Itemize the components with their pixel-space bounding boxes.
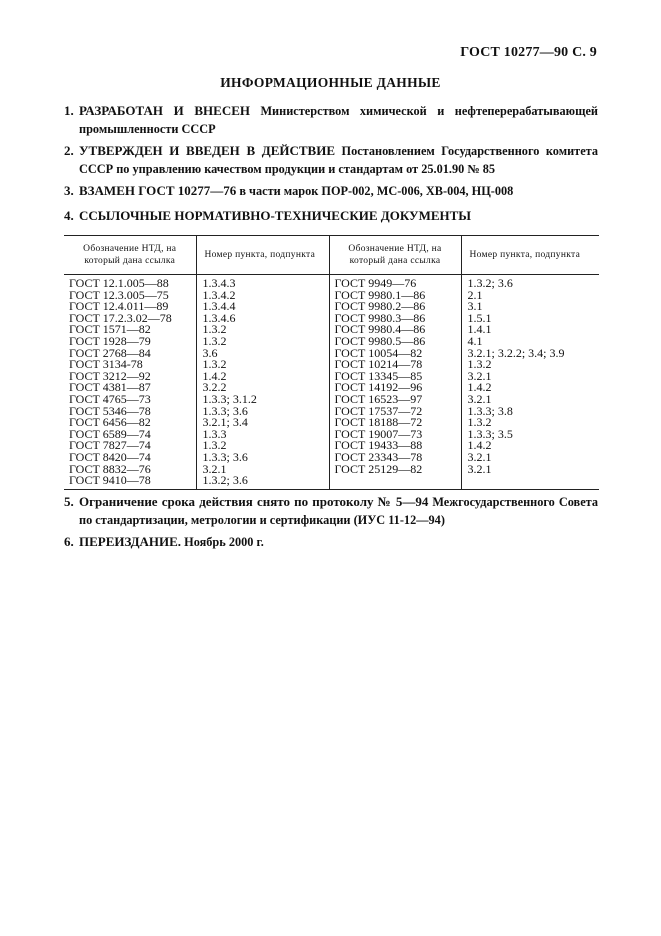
clause-number: 1.3.2; 3.6: [467, 276, 513, 290]
item-text: Межгосударственного Совета по стандартизации, метрологии и сертификации (ИУС 11-12—94): [79, 495, 598, 527]
clause-number: 1.4.2: [467, 438, 492, 453]
clause-number: 3.6: [202, 345, 218, 360]
ntd-designation: ГОСТ 18188—72: [334, 415, 423, 430]
item-lead: ССЫЛОЧНЫЕ НОРМАТИВНО-ТЕХНИЧЕСКИЕ ДОКУМЕНТЫ: [79, 208, 472, 223]
info-item-5: [64, 493, 598, 529]
clause-number: 3.2.1; 3.4: [202, 415, 248, 430]
clause-number: 1.3.2: [467, 357, 492, 372]
ntd-designation: ГОСТ 16523—97: [334, 391, 423, 406]
item-number: 2.: [64, 143, 74, 158]
clause-number: 3.2.1: [467, 449, 492, 464]
info-item-3: [64, 182, 598, 200]
clause-number: 3.2.1: [467, 391, 492, 406]
ntd-designation: ГОСТ 19007—73: [334, 426, 423, 441]
ntd-designation: ГОСТ 9980.5—86: [334, 333, 426, 348]
ntd-designation: ГОСТ 10054—82: [334, 345, 423, 360]
clause-number: 3.2.1: [467, 368, 492, 383]
ntd-designation: ГОСТ 19433—88: [334, 438, 423, 453]
item-number: 1.: [64, 103, 74, 118]
right-doc-column: [329, 275, 461, 490]
ntd-designation: ГОСТ 3134-78: [69, 357, 143, 372]
ntd-designation: ГОСТ 12.3.005—75: [69, 287, 169, 302]
info-item-6: [64, 533, 598, 551]
clause-number: 1.4.1: [467, 322, 492, 337]
ntd-designation: ГОСТ 9980.3—86: [334, 310, 426, 325]
column-header: Номер пункта, подпункта: [196, 236, 329, 275]
ntd-designation: ГОСТ 9980.1—86: [334, 287, 426, 302]
ntd-designation: ГОСТ 6456—82: [69, 415, 151, 430]
ntd-designation: ГОСТ 12.4.011—89: [69, 299, 169, 314]
item-number: 5.: [64, 494, 74, 509]
item-lead: ПЕРЕИЗДАНИЕ.: [79, 534, 182, 549]
clause-number: 1.3.2: [467, 415, 492, 430]
ntd-designation: ГОСТ 9980.4—86: [334, 322, 426, 337]
item-number: 4.: [64, 208, 74, 223]
info-item-4: [64, 207, 598, 225]
ntd-designation: ГОСТ 23343—78: [334, 449, 423, 464]
item-number: 3.: [64, 183, 74, 198]
clause-number: 1.3.4.6: [202, 310, 236, 325]
item-lead: Ограничение срока действия снято по протоколу № 5—94: [79, 494, 429, 509]
item-number: 6.: [64, 534, 74, 549]
ntd-designation: ГОСТ 17537—72: [334, 403, 423, 418]
clause-number: 1.3.2: [202, 333, 227, 348]
left-doc-column: [64, 275, 196, 490]
clause-number: 1.3.3; 3.1.2: [202, 391, 257, 406]
clause-number: 3.2.1: [467, 461, 492, 476]
ntd-designation: ГОСТ 2768—84: [69, 345, 151, 360]
clause-number: 2.1: [467, 287, 483, 302]
column-header: Номер пункта, подпункта: [461, 236, 599, 275]
item-text: Ноябрь 2000 г.: [181, 535, 264, 549]
clause-number: 1.4.2: [202, 368, 227, 383]
clause-number: 1.3.4.2: [202, 287, 236, 302]
clause-number: 1.3.2; 3.6: [202, 473, 248, 488]
clause-number: 1.3.3; 3.6: [202, 403, 248, 418]
item-lead: УТВЕРЖДЕН И ВВЕДЕН В ДЕЙСТВИЕ: [79, 143, 336, 158]
references-table: [64, 235, 599, 490]
ntd-designation: ГОСТ 14192—96: [334, 380, 423, 395]
ntd-designation: ГОСТ 8832—76: [69, 461, 151, 476]
clause-number: 4.1: [467, 333, 483, 348]
ntd-designation: ГОСТ 3212—92: [69, 368, 151, 383]
clause-number: 3.2.1: [202, 461, 227, 476]
info-item-2: [64, 142, 598, 178]
item-lead: РАЗРАБОТАН И ВНЕСЕН: [79, 103, 250, 118]
ntd-designation: ГОСТ 9980.2—86: [334, 299, 426, 314]
column-header: Обозначение НТД, на который дана ссылка: [64, 236, 196, 275]
table-body-row: [64, 275, 599, 490]
clause-number: 1.3.2: [202, 322, 227, 337]
running-head: ГОСТ 10277—90 С. 9: [460, 45, 597, 60]
ntd-designation: ГОСТ 13345—85: [334, 368, 423, 383]
ntd-designation: ГОСТ 8420—74: [69, 449, 151, 464]
ntd-designation: ГОСТ 25129—82: [334, 461, 423, 476]
left-clause-column: [196, 275, 329, 490]
clause-number: 1.3.3: [202, 426, 227, 441]
clause-number: 1.3.4.3: [202, 276, 236, 290]
clause-number: 3.1: [467, 299, 483, 314]
ntd-designation: ГОСТ 9949—76: [334, 276, 417, 290]
clause-number: 3.2.1; 3.2.2; 3.4; 3.9: [467, 345, 565, 360]
ntd-designation: ГОСТ 1928—79: [69, 333, 151, 348]
clause-number: 3.2.2: [202, 380, 227, 395]
ntd-designation: ГОСТ 7827—74: [69, 438, 151, 453]
clause-number: 1.3.3; 3.5: [467, 426, 513, 441]
column-header: Обозначение НТД, на который дана ссылка: [329, 236, 461, 275]
clause-number: 1.3.3; 3.8: [467, 403, 513, 418]
clause-number: 1.4.2: [467, 380, 492, 395]
info-item-1: [64, 102, 598, 138]
ntd-designation: ГОСТ 10214—78: [334, 357, 423, 372]
ntd-designation: ГОСТ 12.1.005—88: [69, 276, 169, 290]
clause-number: 1.5.1: [467, 310, 492, 325]
ntd-designation: ГОСТ 5346—78: [69, 403, 151, 418]
ntd-designation: ГОСТ 6589—74: [69, 426, 151, 441]
ntd-designation: ГОСТ 4381—87: [69, 380, 151, 395]
ntd-designation: ГОСТ 4765—73: [69, 391, 151, 406]
item-lead: ВЗАМЕН ГОСТ 10277—76: [79, 183, 237, 198]
ntd-designation: ГОСТ 9410—78: [69, 473, 151, 488]
clause-number: 1.3.2: [202, 438, 227, 453]
item-text: Постановлением Государственного комитета СССР по управлению качеством продукции и стандартам от 25.01.90 № 85: [79, 144, 598, 176]
ntd-designation: ГОСТ 1571—82: [69, 322, 151, 337]
item-text: в части марок ПОР-002, МС-006, ХВ-004, НЦ-008: [236, 184, 514, 198]
item-text: Министерством химической и нефтеперерабатывающей промышленности СССР: [79, 104, 598, 136]
right-clause-column: [461, 275, 599, 490]
clause-number: 1.3.2: [202, 357, 227, 372]
table-header-row: [64, 236, 599, 275]
clause-number: 1.3.3; 3.6: [202, 449, 248, 464]
ntd-designation: ГОСТ 17.2.3.02—78: [69, 310, 172, 325]
clause-number: 1.3.4.4: [202, 299, 236, 314]
page-title: ИНФОРМАЦИОННЫЕ ДАННЫЕ: [220, 75, 441, 90]
